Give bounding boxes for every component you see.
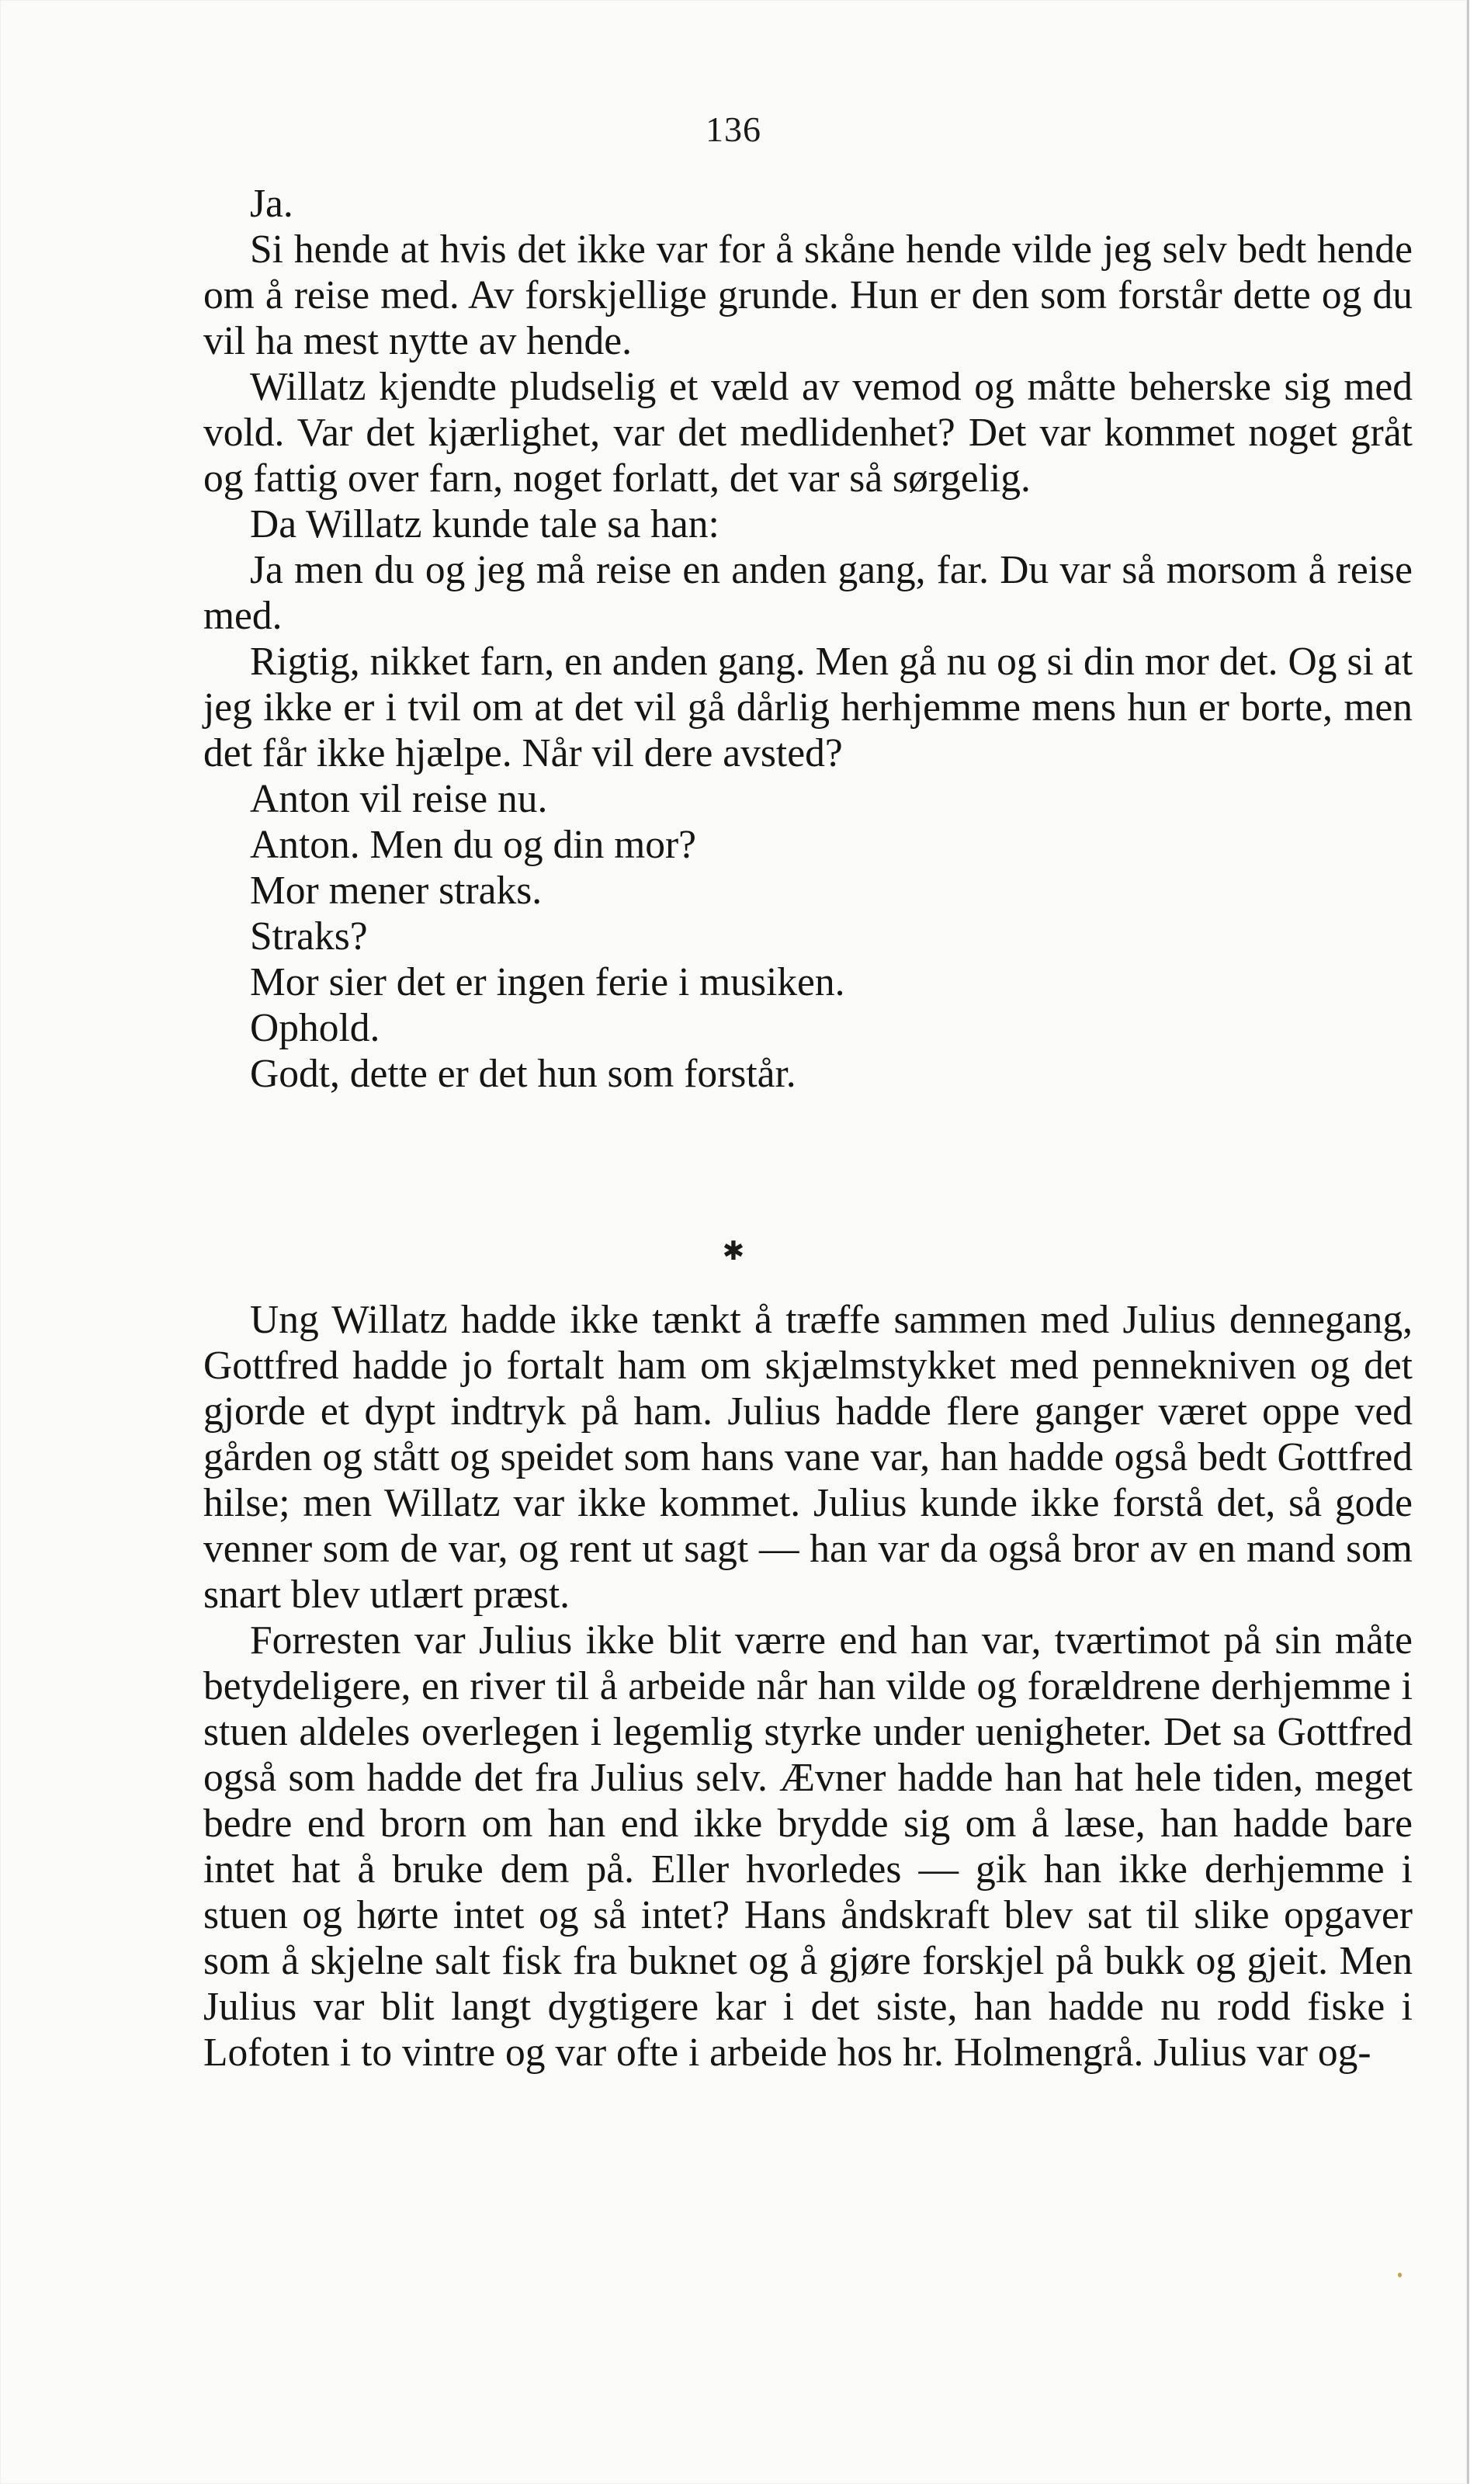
section-separator-asterisk: ✱ (722, 1236, 745, 1267)
paragraph: Anton. Men du og din mor? (250, 823, 697, 867)
paragraph: Forresten var Julius ikke blit værre end han var, tværtimot på sin måte betydeligere, en river til å arbeide når han vilde og forældrene derhjemme i stuen aldeles overlegen i legemlig styrke under uenigheter. Det sa Gottfred også som hadde det fra Julius selv. Ævner hadde han hat hele tiden, meget bedre end brorn om han end ikke brydde sig om å læse, han hadde bare intet hat å bruke dem på. Eller hvorledes — gik han ikke derhjemme i stuen og hørte intet og så intet? Hans åndskraft blev sat til slike opgaver som å skjelne salt fisk fra buknet og å gjøre forskjel på bukk og gjeit. Men Julius var blit langt dygtigere kar i det siste, han hadde nu rodd fiske i Lofoten i to vintre og var ofte i arbeide hos hr. Holmengrå. Julius var og- (203, 1618, 1413, 2075)
paragraph: Ung Willatz hadde ikke tænkt å træffe sammen med Julius dennegang, Gottfred hadde jo fortalt ham om skjælmstykket med pennekniven og det gjorde et dypt indtryk på ham. Julius hadde flere ganger været oppe ved gården og stått og speidet som hans vane var, han hadde også bedt Gottfred hilse; men Willatz var ikke kommet. Julius kunde ikke forstå det, så gode venner som de var, og rent ut sagt — han var da også bror av en mand som snart blev utlært præst. (203, 1298, 1413, 1617)
paper-speck-mark (1398, 2273, 1402, 2277)
paragraph: Da Willatz kunde tale sa han: (250, 502, 719, 546)
text-section-top (203, 181, 1413, 1097)
paragraph: Straks? (250, 914, 368, 959)
paragraph: Mor sier det er ingen ferie i musiken. (250, 960, 845, 1004)
paragraph: Si hende at hvis det ikke var for å skåne hende vilde jeg selv bedt hende om å reise med. Av forskjellige grunde. Hun er den som forstår dette og du vil ha mest nytte av hende. (203, 227, 1413, 363)
page-number: 136 (706, 109, 761, 149)
paragraph: Ja men du og jeg må reise en anden gang, far. Du var så morsom å reise med. (203, 548, 1413, 638)
paragraph: Anton vil reise nu. (250, 777, 548, 821)
paragraph: Rigtig, nikket farn, en anden gang. Men gå nu og si din mor det. Og si at jeg ikke er i tvil om at det vil gå dårlig herhjemme mens hun er borte, men det får ikke hjælpe. Når vil dere avsted? (203, 640, 1413, 775)
text-section-bottom (203, 1297, 1413, 2076)
paragraph: Mor mener straks. (250, 869, 543, 913)
paragraph: Ophold. (250, 1006, 380, 1050)
paragraph: Ja. (250, 182, 293, 226)
paragraph: Willatz kjendte pludselig et væld av vemod og måtte beherske sig med vold. Var det kjærlighet, var det medlidenhet? Det var kommet noget gråt og fattig over farn, noget forlatt, det var så sørgelig. (203, 365, 1413, 501)
paragraph: Godt, dette er det hun som forstår. (250, 1052, 796, 1096)
